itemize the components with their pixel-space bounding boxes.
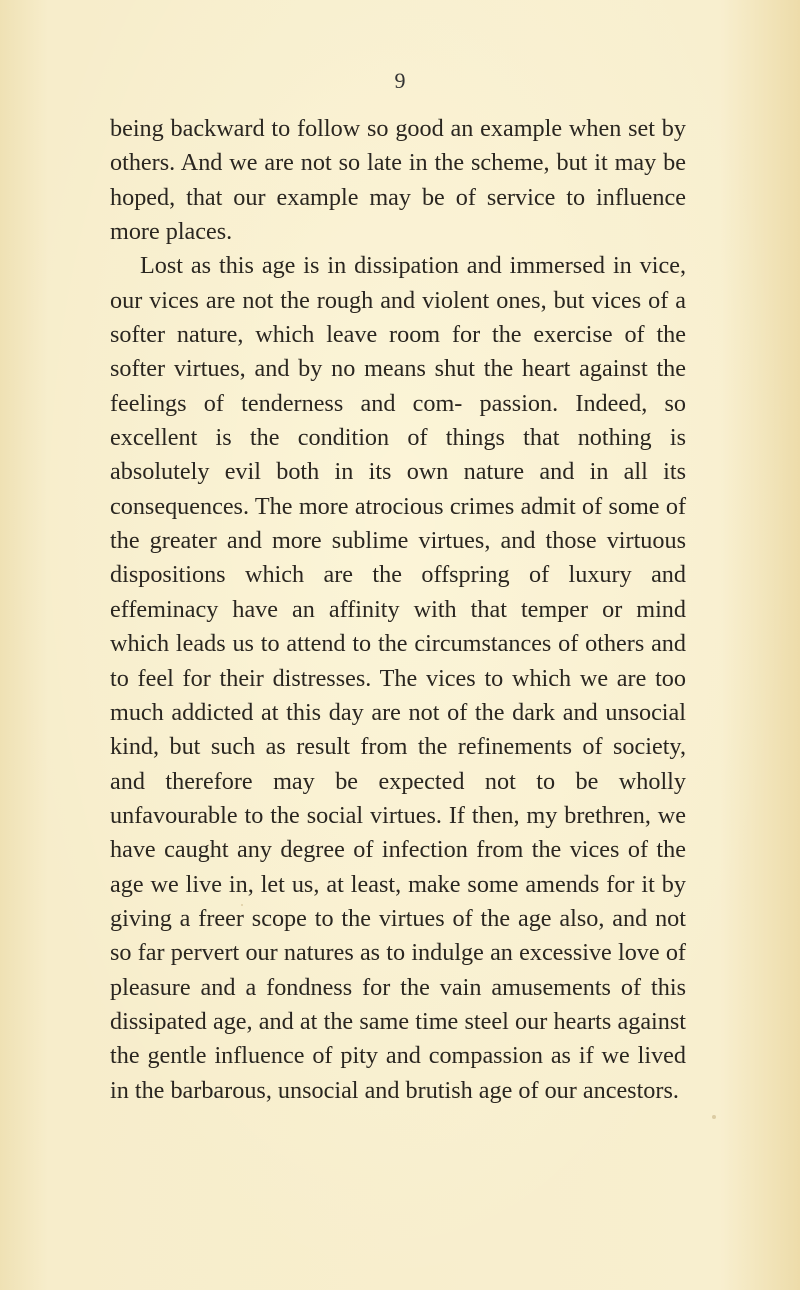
paper-speck bbox=[241, 904, 243, 906]
paragraph-continued: being backward to follow so good an example when set by others. And we are not so late in the scheme, but it may be hoped, that our example may be of service to influence more places. bbox=[110, 115, 686, 246]
body-text bbox=[110, 112, 686, 1108]
page-number: 9 bbox=[394, 68, 406, 93]
paper-speck bbox=[712, 1115, 716, 1119]
paragraph: Lost as this age is in dissipation and immersed in vice, our vices are not the rough and violent ones, but vices of a softer nature, which leave room for the exercise of the softer virtues, and by no means shut the heart against the feelings of tenderness and com- passion. Indeed, so excellent is the condition of things that nothing is absolutely evil both in its own nature and in all its consequences. The more atrocious crimes admit of some of the greater and more sublime virtues, and those virtuous dispositions which are the offspring of luxury and effeminacy have an affinity with that temper or mind which leads us to attend to the circumstances of others and to feel for their distresses. The vices to which we are too much addicted at this day are not of the dark and unsocial kind, but such as result from the refinements of society, and therefore may be expected not to be wholly unfavourable to the social virtues. If then, my brethren, we have caught any degree of infection from the vices of the age we live in, let us, at least, make some amends for it by giving a freer scope to the virtues of the age also, and not so far pervert our natures as to indulge an excessive love of pleasure and a fondness for the vain amusements of this dissipated age, and at the same time steel our hearts against the gentle influence of pity and compassion as if we lived in the barbarous, unsocial and brutish age of our ancestors. bbox=[110, 252, 686, 1104]
